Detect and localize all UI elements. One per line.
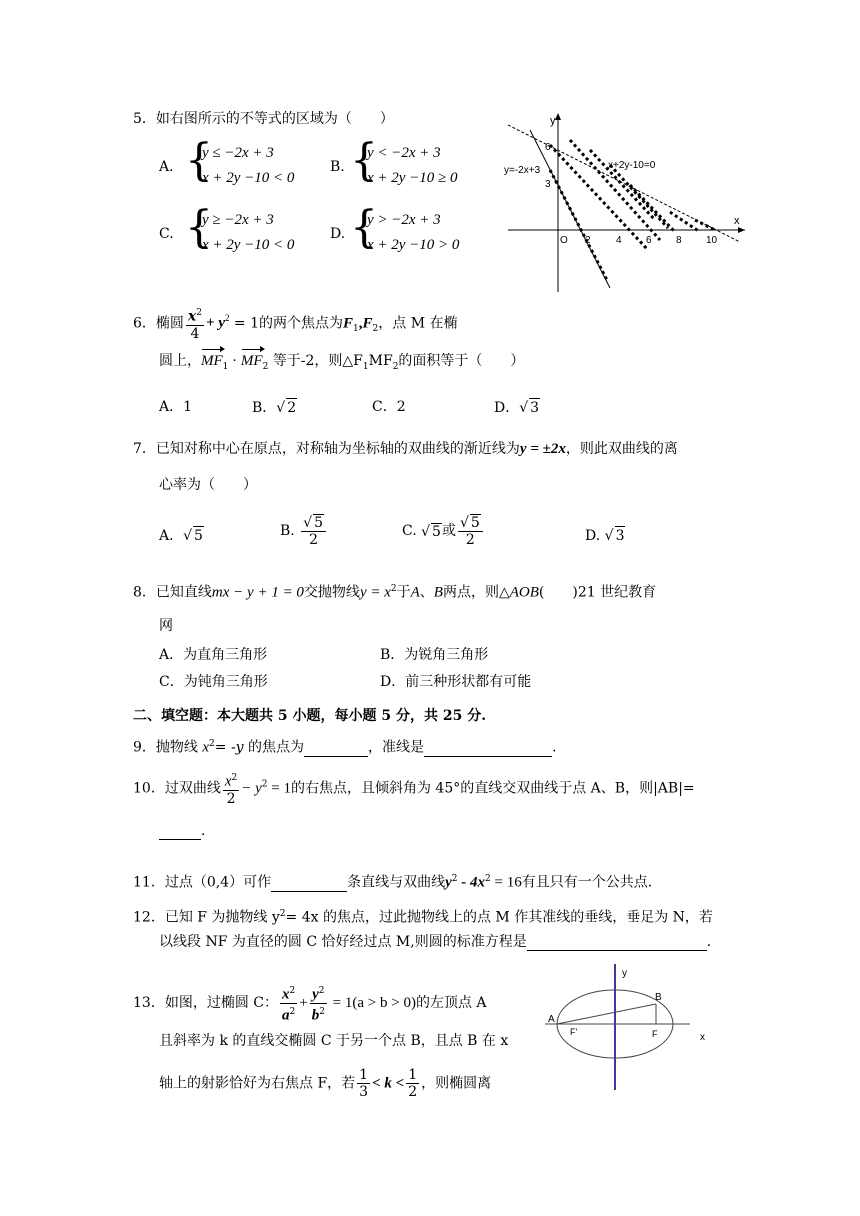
q13-frac-1-2	[406, 1067, 419, 1100]
q10-frac: $\frac{x^2}{2}$	[223, 770, 239, 807]
q11-mid: 条直线与双曲线	[347, 874, 446, 891]
graph-ytick-3: 3	[545, 179, 551, 190]
graph-xtick-2: 2	[585, 235, 591, 246]
q9-line: 9．抛物线 $x^2= -y$ 的焦点为 ，准线是 .	[133, 739, 557, 756]
q9-eq: x	[202, 739, 210, 756]
q9-pre: 9．抛物线	[133, 739, 203, 756]
q13-fr1-den: 3	[359, 1084, 369, 1100]
q7-option-a-value: 5	[194, 528, 203, 544]
x-axis-arrow	[738, 227, 745, 233]
q5-brace-c: {	[185, 202, 213, 253]
ellipse-chord-ab	[557, 1004, 656, 1024]
ellipse-point-f: F	[652, 1029, 658, 1039]
q7-asymptote: y = ±2x	[519, 441, 566, 457]
q10-mid: − y	[241, 780, 262, 797]
q6-option-a: A．1	[159, 399, 193, 415]
q13-fr1-num: 1	[359, 1067, 369, 1083]
q7-c-den: 2	[465, 532, 475, 548]
q13-frac-y-den: b	[311, 1007, 320, 1024]
ellipse-point-f-prime: F'	[570, 1027, 578, 1037]
q9-end: .	[552, 739, 557, 756]
q13-line3-text: 轴上的射影恰好为右焦点 F，若	[159, 1075, 356, 1092]
q12-line1: 12．已知 F 为抛物线 $y^2= 4x$ 的焦点，过此抛物线上的点 M 作其准线的垂线，垂足为 N，若	[133, 909, 713, 926]
q7-c-or: 或	[441, 523, 456, 539]
q13-fr2-den: 2	[408, 1084, 418, 1100]
q6-line2-pre: 圆上，	[159, 353, 201, 369]
q8-option-b: B．为锐角三角形	[380, 647, 489, 663]
q5-stem: 5．如右图所示的不等式的区域为（ ）	[133, 111, 394, 127]
q9-blank-focus[interactable]	[304, 742, 368, 757]
q6-option-b-value: 2	[287, 400, 297, 416]
q13-frac-y: $\frac{y^2}{b^2}$	[310, 983, 327, 1023]
ellipse-x-label: x	[700, 1032, 705, 1043]
q7-c-val: 5	[432, 523, 441, 540]
graph-ytick-6: 6	[545, 142, 551, 153]
q7-b-den: 2	[309, 532, 319, 548]
q8-mid2: 于	[396, 584, 411, 601]
q8-tail: ( )21 世纪教育	[538, 584, 657, 601]
q6-line2-tail: 的面积等于（ ）	[398, 353, 525, 369]
q5-b-line1: y < −2x + 3	[367, 145, 441, 161]
section-2-heading: 二、填空题：本大题共 5 小题，每小题 5 分，共 25 分.	[133, 708, 487, 724]
q5-option-b-label: B.	[330, 159, 345, 175]
q10-post: 的右焦点，且倾斜角为 45°的直线交双曲线于点 A、B，则|AB|=	[290, 780, 695, 797]
q7-option-b	[280, 514, 328, 548]
q6-frac-exp: 2	[196, 308, 203, 318]
q6-option-b: B．√ 2	[252, 400, 297, 416]
q11-eq: y	[445, 874, 452, 891]
q13-line3-end: ，则椭圆离	[421, 1075, 492, 1092]
q8-point-a: A	[410, 584, 420, 601]
q7-option-c-label: C.	[402, 523, 417, 539]
graph-x-label: x	[734, 215, 740, 227]
q6-frac-num: x	[187, 308, 197, 325]
q6-option-d: D．√ 3	[494, 400, 540, 416]
q6-mid: + y	[206, 315, 225, 332]
q5-b-line2: x + 2y −10 ≥ 0	[367, 170, 458, 186]
q7-line2: 心率为（ ）	[159, 477, 257, 493]
y-axis-arrow	[555, 113, 561, 120]
q8-option-d: D．前三种形状都有可能	[380, 674, 532, 690]
q11-eq2: - 4x	[457, 874, 485, 891]
q5-a-line1: y ≤ −2x + 3	[202, 145, 274, 161]
q9-mid: 的焦点为	[243, 739, 305, 756]
q8-pre: 8．已知直线	[133, 584, 212, 601]
q7-option-d: D. √ 3	[585, 528, 625, 544]
q6-mid2: = 1的两个焦点为	[229, 315, 344, 332]
q7-stem: 7．已知对称中心在原点，对称轴为坐标轴的双曲线的渐近线为	[133, 441, 520, 457]
q5-a-line2: x + 2y −10 < 0	[202, 170, 295, 186]
q10-end: .	[201, 823, 206, 839]
q10-line1: 10．过双曲线 $\frac{x^2}{2}$ − $y^2 = 1$的右焦点，且倾斜角为 45°的直线交双曲线于点 A、B，则|AB|=	[133, 770, 695, 807]
q10-blank-ab[interactable]	[159, 825, 201, 840]
q6-frac-den: 4	[190, 325, 200, 342]
q12-end: .	[706, 934, 712, 950]
q7-option-a-label: A．	[159, 528, 184, 544]
ellipse-y-label: y	[622, 968, 627, 979]
q5-d-line2: x + 2y −10 > 0	[367, 237, 460, 253]
q6-vector-mf1: MF	[201, 353, 223, 369]
q6-option-b-label: B．	[252, 400, 277, 416]
q7-option-b-label: B.	[280, 523, 295, 539]
ellipse-point-b: B	[655, 992, 662, 1003]
q7-c-num: 5	[470, 515, 480, 531]
graph-xtick-4: 4	[616, 235, 622, 246]
q7-stem2: ，则此双曲线的离	[565, 441, 678, 457]
q13-pre: 13．如图，过椭圆 C：	[133, 995, 278, 1012]
graph-xtick-10: 10	[706, 235, 718, 246]
graph-line1-label: y=-2x+3	[504, 165, 541, 176]
graph-xtick-8: 8	[676, 235, 682, 246]
q13-frac-x: $\frac{x^2}{a^2}$	[280, 983, 297, 1023]
q6-line2-end: MF	[368, 353, 393, 369]
q13-line1: 13．如图，过椭圆 C： $\frac{x^2}{a^2}$ + $\frac{y^2}{b^2}$ = 1(a > b > 0)的左顶点 A	[133, 983, 487, 1023]
q8-option-a: A．为直角三角形	[159, 647, 268, 663]
q8-line-eq: mx − y + 1 = 0	[211, 584, 304, 601]
q8-sep: 、	[419, 584, 434, 601]
q11-eq3: = 16	[490, 874, 522, 891]
graph-line2-label: x+2y-10=0	[608, 160, 656, 171]
q5-option-d-label: D.	[330, 226, 346, 242]
q10-frac-num: x	[224, 773, 232, 790]
q8-mid: 交抛物线	[303, 584, 360, 601]
q6-option-d-label: D．	[494, 400, 520, 416]
q7-option-d-label: D.	[585, 528, 601, 544]
q8-mid3: 两点，则△	[442, 584, 510, 601]
graph-origin-label: O	[560, 235, 568, 246]
q6-vector-mf2: MF	[240, 353, 263, 369]
q5-d-line1: y > −2x + 3	[367, 212, 441, 228]
q10-mid2: = 1	[267, 780, 291, 797]
q5-option-c-label: C.	[159, 226, 174, 242]
q7-option-c: C. √ 5或 $\frac{√ 5}{2}$	[402, 514, 485, 548]
q12-line1-a: 12．已知 F 为抛物线 y	[133, 909, 280, 926]
q8-triangle: AOB	[509, 584, 539, 601]
q6-fraction	[186, 305, 204, 342]
q13-k: < k <	[372, 1075, 405, 1092]
q5-c-line1: y ≥ −2x + 3	[202, 212, 274, 228]
q6-option-c: C．2	[372, 399, 406, 415]
q6-line2-post: 等于-2，则△F	[272, 353, 363, 369]
q12-blank-circle[interactable]	[527, 936, 707, 951]
q6-line1: 6．椭圆 $\frac{x^2}{4}$ + $y^2 = 1$的两个焦点为$F_1,F_2$，点 M 在椭	[133, 305, 458, 342]
q5-brace-b: {	[350, 135, 378, 186]
q13-fr2-num: 1	[408, 1067, 418, 1083]
q8-point-b: B	[433, 584, 443, 601]
ellipse-point-a: A	[548, 1014, 555, 1025]
q9-mid2: ，准线是	[368, 739, 425, 756]
q13-frac-1-3	[357, 1067, 370, 1100]
q6-pre: 6．椭圆	[133, 315, 184, 332]
q9-blank-directrix[interactable]	[424, 742, 552, 757]
q5-c-line2: x + 2y −10 < 0	[202, 237, 295, 253]
q8-line1: 8．已知直线mx − y + 1 = 0交抛物线$y = x^2$于A、B两点，则△AOB( )21 世纪教育	[133, 584, 657, 601]
q13-frac-y-num: y	[312, 986, 319, 1003]
q13-frac-x-den: a	[281, 1007, 290, 1024]
q12-line1-b: = 4x 的焦点，过此抛物线上的点 M 作其准线的垂线，垂足为 N，若	[285, 909, 713, 926]
q11-pre: 11．过点（0,4）可作	[133, 874, 272, 891]
q5-brace-a: {	[185, 135, 213, 186]
q13-post: 的左顶点 A	[415, 995, 487, 1012]
q8-option-c: C．为钝角三角形	[159, 674, 268, 690]
q10-pre: 10．过双曲线	[133, 780, 221, 797]
q9-eq2: = -y	[214, 739, 244, 756]
q5-option-a-label: A.	[159, 159, 174, 175]
q7-option-a: A．√ 5	[159, 528, 203, 544]
q6-foci-f1: F	[343, 315, 354, 332]
q13-cond: = 1(a > b > 0)	[328, 995, 416, 1012]
q7-b-num: 5	[314, 515, 324, 531]
q13-frac-x-num: x	[281, 986, 290, 1003]
graph-y-label: y	[550, 115, 556, 127]
q10-line2	[159, 822, 205, 840]
q11-blank-count[interactable]	[271, 877, 347, 892]
inequality-region-graph	[500, 110, 750, 295]
q13-line2: 且斜率为 k 的直线交椭圆 C 于另一个点 B，且点 B 在 x	[159, 1033, 509, 1049]
q12-line2	[159, 933, 711, 951]
graph-xtick-6: 6	[646, 235, 652, 246]
q12-line2-text: 以线段 NF 为直径的圆 C 恰好经过点 M,则圆的标准方程是	[159, 934, 527, 950]
q8-line2: 网	[159, 618, 173, 634]
ellipse-figure	[540, 962, 720, 1092]
q7-option-c-frac: $\frac{√ 5}{2}$	[458, 514, 483, 548]
q7-option-b-frac: $\frac{√ 5}{2}$	[301, 514, 326, 548]
q7-line1	[133, 440, 678, 458]
q11-post: 有且只有一个公共点.	[521, 874, 653, 891]
q11-line: 11．过点（0,4）可作 条直线与双曲线$y^2 - 4x^2 = 16$有且只有一个公共点.	[133, 874, 653, 891]
q6-line2: 圆上，$MF_1 \cdot MF_2$ 等于-2，则$\triangle F_1MF_2$的面积等于（ ）	[159, 353, 525, 372]
q7-option-d-value: 3	[615, 528, 625, 544]
q6-option-d-value: 3	[530, 400, 540, 416]
q6-post: ，点 M 在椭	[378, 315, 458, 332]
q10-frac-den: 2	[226, 790, 236, 807]
q8-parabola: y = x	[359, 584, 391, 601]
q13-line3	[159, 1067, 491, 1100]
q5-brace-d: {	[350, 202, 378, 253]
